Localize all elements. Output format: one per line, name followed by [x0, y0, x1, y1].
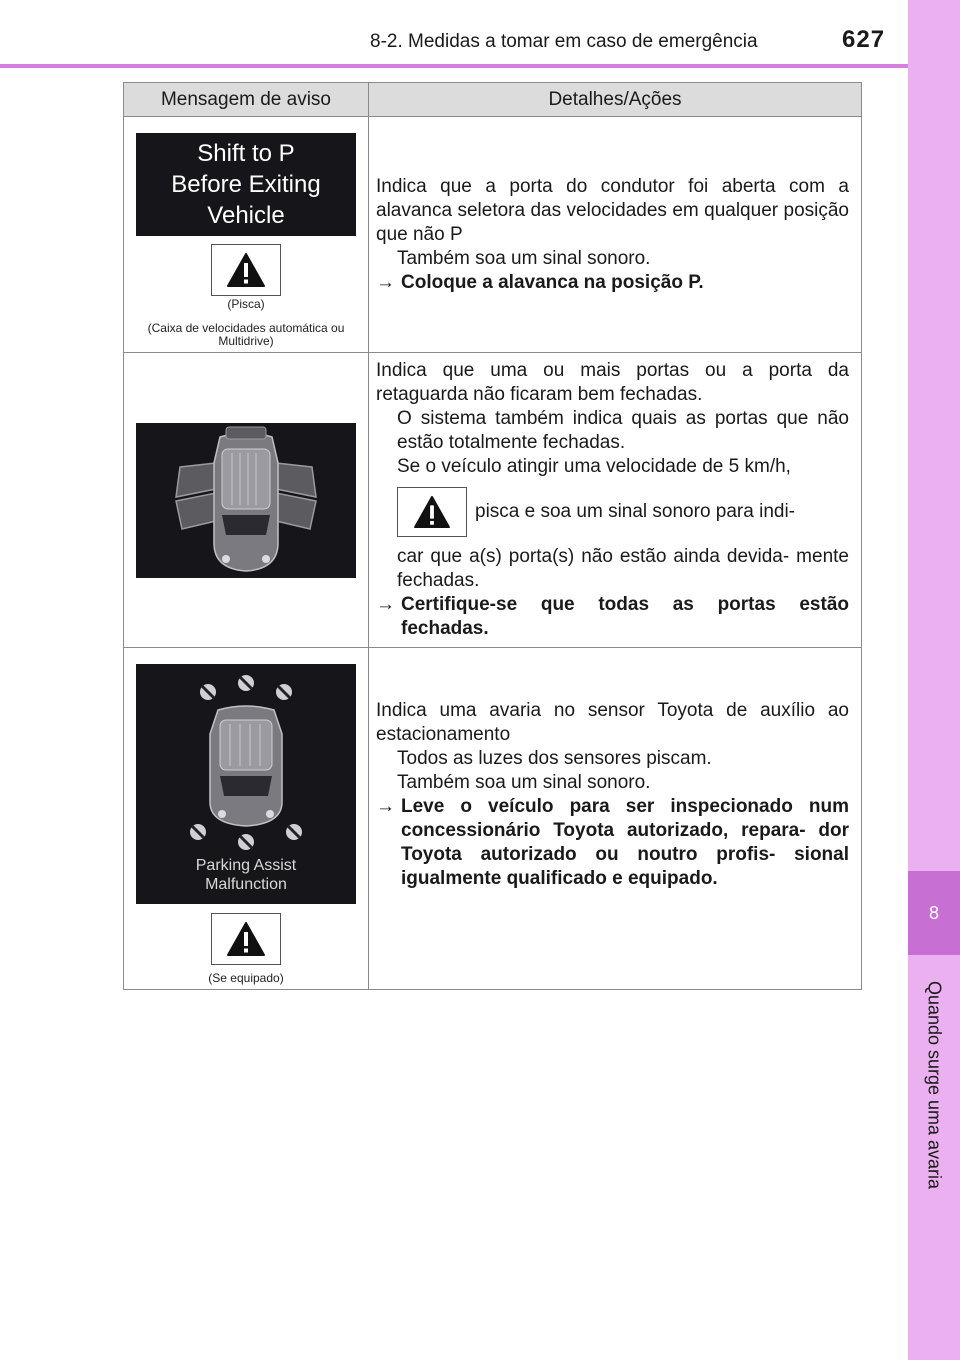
header-title: 8-2. Medidas a tomar em caso de emergência [370, 31, 758, 52]
details-subtext: car que a(s) porta(s) não estão ainda devida- mente fechadas. [397, 546, 849, 591]
details-subtext: pisca e soa um sinal sonoro para indi- [475, 501, 796, 522]
action-row [376, 271, 849, 295]
action-text: Leve o veículo para ser inspecionado num concessionário Toyota autorizado, repara- dor Toyota autorizado ou noutro profis- sional igualmente qualificado e equipado. [401, 795, 849, 889]
warning-triangle-icon [397, 487, 467, 537]
header-rule [0, 64, 908, 68]
table-row [124, 117, 862, 353]
message-cell [124, 117, 369, 353]
side-chapter-label: Quando surge uma avaria [924, 980, 945, 1190]
table-row [124, 648, 862, 990]
inline-icon-line [397, 487, 849, 537]
details-cell [369, 648, 862, 990]
details-text: Indica que uma ou mais portas ou a porta da retaguarda não ficaram bem fechadas. [376, 360, 849, 405]
details-subtext: O sistema também indica quais as portas que não estão totalmente fechadas. [397, 408, 849, 453]
page-number: 627 [842, 26, 886, 53]
action-text: Certifique-se que todas as portas estão fechadas. [401, 594, 849, 639]
warning-triangle-icon [211, 244, 281, 296]
side-chapter-number: 8 [908, 871, 960, 955]
details-subtext: Também soa um sinal sonoro. [397, 247, 651, 269]
details-subtext: Se o veículo atingir uma velocidade de 5 km/h, [397, 456, 791, 477]
display-line: Parking Assist [195, 857, 297, 874]
message-cell [124, 648, 369, 990]
blink-note: (Pisca) [227, 297, 265, 311]
details-cell [369, 117, 862, 353]
action-row [376, 795, 849, 891]
arrow-icon: → [376, 271, 395, 293]
details-subtext: Também soa um sinal sonoro. [397, 771, 651, 793]
details-text: Indica uma avaria no sensor Toyota de auxílio ao estacionamento [376, 699, 849, 745]
warning-triangle-icon [211, 913, 281, 965]
caption: (Caixa de velocidades automática ou Multidrive) [147, 321, 345, 348]
column-header-message: Mensagem de aviso [124, 83, 369, 117]
details-subtext: Todos as luzes dos sensores piscam. [397, 747, 712, 769]
display-line: Malfunction [205, 876, 287, 893]
column-header-details: Detalhes/Ações [369, 83, 862, 117]
details-text: Indica que a porta do condutor foi aberta com a alavanca seletora das velocidades em qualquer posição que não P [376, 175, 849, 245]
details-cell [369, 353, 862, 648]
parking-assist-display [136, 664, 356, 904]
table-header-row [124, 83, 862, 117]
message-cell [124, 353, 369, 648]
display-line: Vehicle [207, 202, 285, 229]
arrow-icon: → [376, 795, 395, 817]
warning-table [123, 82, 862, 990]
action-text: Coloque a alavanca na posição P. [401, 271, 704, 293]
shift-to-p-display [136, 133, 356, 236]
arrow-icon: → [376, 594, 395, 615]
car-doors-open-icon [136, 423, 356, 578]
display-line: Before Exiting [171, 171, 321, 198]
display-line: Shift to P [197, 140, 295, 167]
action-row [376, 593, 849, 641]
car-top-view-icon [210, 706, 282, 826]
table-row [124, 353, 862, 648]
caption: (Se equipado) [208, 971, 284, 985]
